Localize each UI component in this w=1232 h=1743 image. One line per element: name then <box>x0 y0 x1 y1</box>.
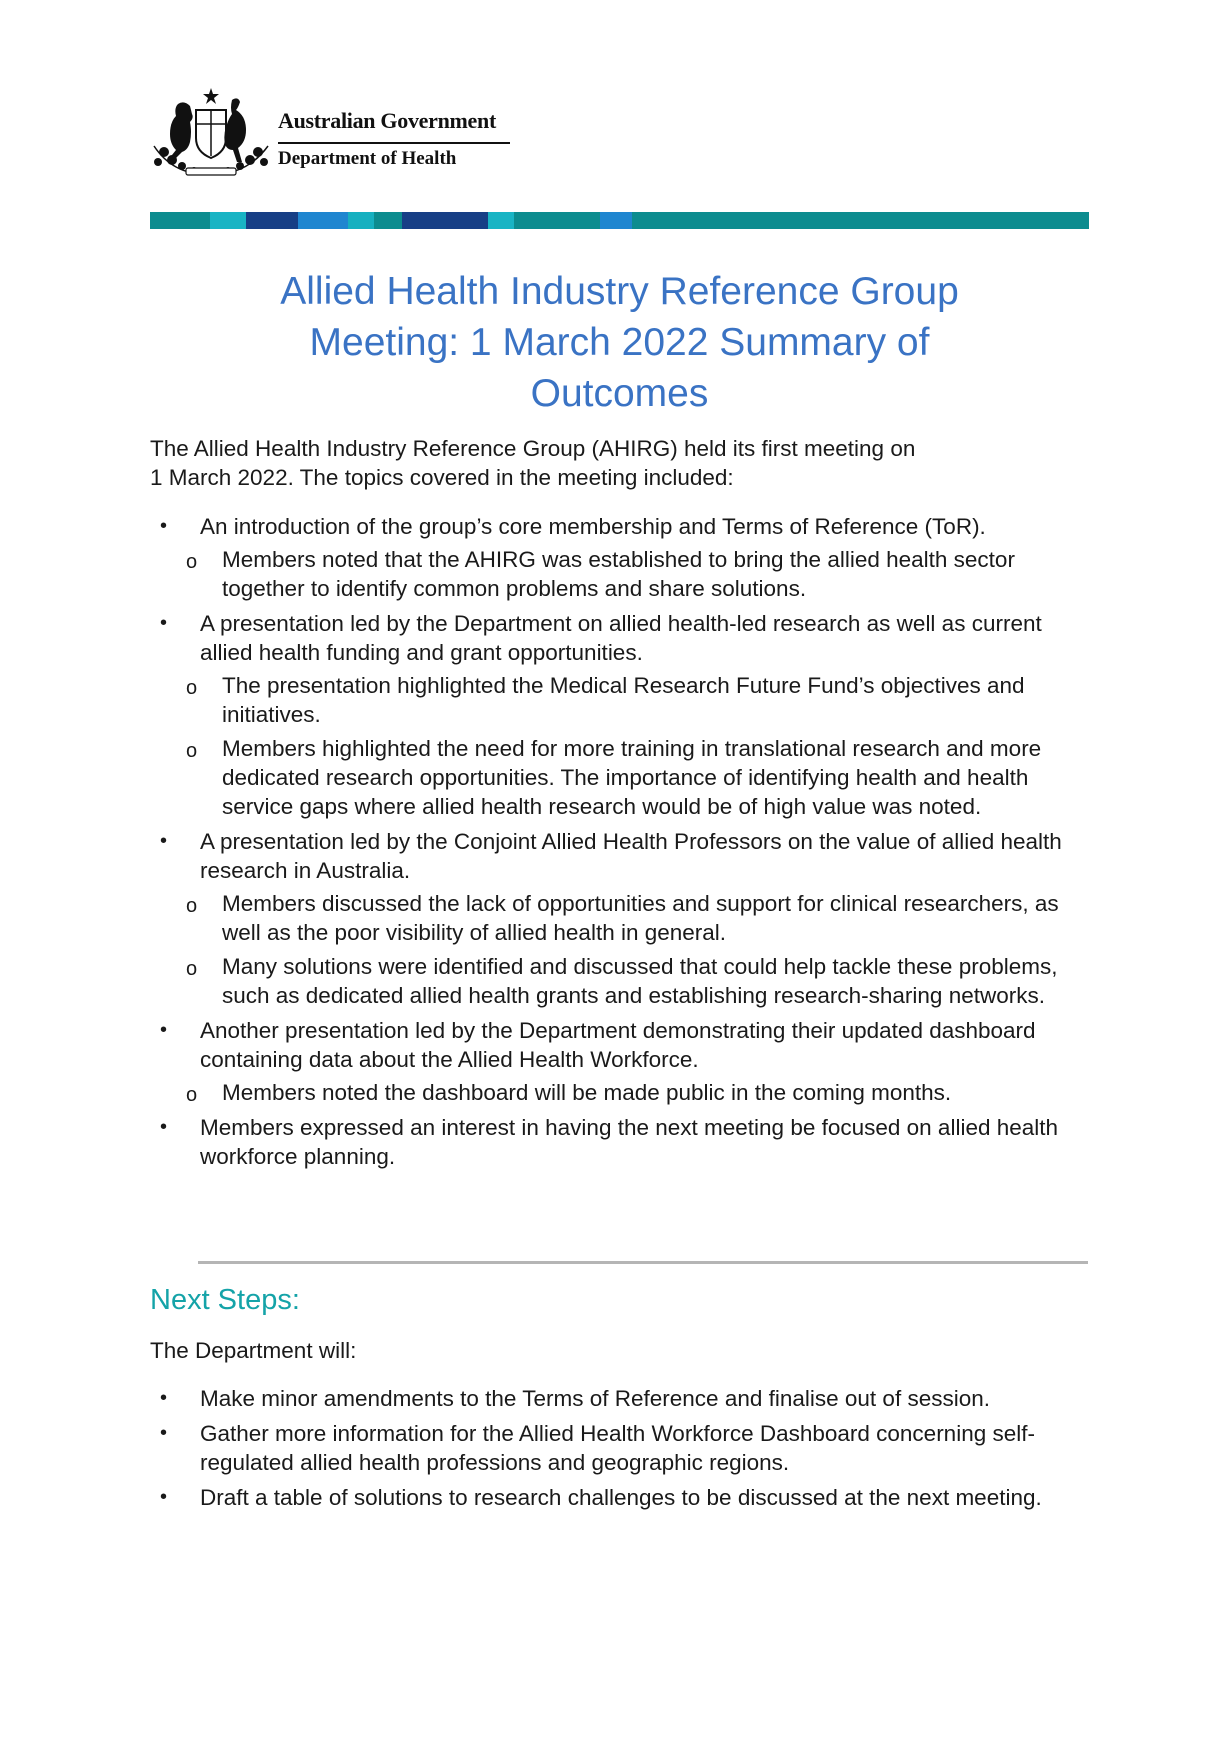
next-step-text: Draft a table of solutions to research challenges to be discussed at the next meeting. <box>200 1485 1042 1510</box>
list-item <box>150 1016 1090 1107</box>
bar-segment <box>374 212 402 229</box>
sub-list <box>186 889 1090 1010</box>
coat-of-arms-logo <box>150 86 272 178</box>
list-item <box>150 512 1090 603</box>
sub-list-item <box>150 671 1090 729</box>
topic-text: Another presentation led by the Department demonstrating their updated dashboard containing data about the Allied Health Workforce. <box>200 1018 1036 1072</box>
bar-segment <box>348 212 374 229</box>
bar-segment <box>402 212 488 229</box>
bullet-icon: • <box>160 1486 168 1508</box>
next-step-text: Make minor amendments to the Terms of Reference and finalise out of session. <box>200 1386 990 1411</box>
intro-line: 1 March 2022. The topics covered in the meeting included: <box>150 465 734 490</box>
decorative-color-bar <box>150 212 1089 229</box>
section-divider <box>198 1261 1088 1264</box>
sub-bullet-icon: o <box>186 740 198 762</box>
bullet-icon: • <box>160 1019 168 1041</box>
bullet-icon: • <box>160 1387 168 1409</box>
bar-segment <box>514 212 600 229</box>
sub-topic-text: Members highlighted the need for more training in translational research and more dedicated research opportunities. The importance of identifying health and health service gaps where allied health research would be of high value was noted. <box>222 736 1042 819</box>
list-item <box>150 1384 1090 1413</box>
title-line: Meeting: 1 March 2022 Summary of <box>309 321 930 364</box>
bar-segment <box>210 212 246 229</box>
title-line: Outcomes <box>530 372 709 415</box>
next-step-text: Gather more information for the Allied Health Workforce Dashboard concerning self-regulated allied health professions and geographic regions. <box>200 1421 1035 1475</box>
list-item <box>150 1419 1090 1477</box>
sub-bullet-icon: o <box>186 551 198 573</box>
topics-list <box>150 512 1090 1177</box>
sub-topic-text: Many solutions were identified and discussed that could help tackle these problems, such as dedicated allied health grants and establishing research-sharing networks. <box>222 954 1058 1008</box>
bar-segment <box>246 212 298 229</box>
sub-topic-text: The presentation highlighted the Medical Research Future Fund’s objectives and initiatives. <box>222 673 1025 727</box>
bullet-icon: • <box>160 1116 168 1138</box>
sub-topic-text: Members noted that the AHIRG was established to bring the allied health sector together to identify common problems and share solutions. <box>222 547 1015 601</box>
topic-text: Members expressed an interest in having the next meeting be focused on allied health workforce planning. <box>200 1115 1059 1169</box>
bullet-icon: • <box>160 612 168 634</box>
intro-paragraph <box>150 434 1050 492</box>
government-name: Australian Government <box>278 108 496 133</box>
page-title <box>150 266 1089 419</box>
department-name: Department of Health <box>278 148 457 169</box>
next-steps-lead: The Department will: <box>150 1338 357 1363</box>
topic-text: A presentation led by the Conjoint Allied Health Professors on the value of allied health research in Australia. <box>200 829 1062 883</box>
sub-list-item <box>150 545 1090 603</box>
sub-list-item <box>150 1078 1090 1107</box>
intro-line: The Allied Health Industry Reference Group (AHIRG) held its first meeting on <box>150 436 916 461</box>
list-item <box>150 827 1090 1010</box>
bar-segment <box>150 212 210 229</box>
bullet-icon: • <box>160 830 168 852</box>
sub-bullet-icon: o <box>186 958 198 980</box>
sub-topic-text: Members discussed the lack of opportunities and support for clinical researchers, as well as the poor visibility of allied health in general. <box>222 891 1059 945</box>
next-steps-list <box>150 1384 1090 1518</box>
header <box>150 86 520 178</box>
list-item <box>150 609 1090 821</box>
sub-list <box>186 545 1090 603</box>
bar-segment <box>600 212 632 229</box>
sub-list-item <box>150 734 1090 821</box>
bar-segment <box>632 212 1089 229</box>
sub-topic-text: Members noted the dashboard will be made public in the coming months. <box>222 1080 952 1105</box>
title-line: Allied Health Industry Reference Group <box>280 270 959 313</box>
topic-text: A presentation led by the Department on allied health-led research as well as current allied health funding and grant opportunities. <box>200 611 1042 665</box>
list-item <box>150 1113 1090 1171</box>
sub-list <box>186 1078 1090 1107</box>
bar-segment <box>298 212 348 229</box>
next-steps-heading: Next Steps: <box>150 1284 300 1316</box>
sub-list-item <box>150 952 1090 1010</box>
header-divider <box>278 142 510 144</box>
sub-list-item <box>150 889 1090 947</box>
list-item <box>150 1483 1090 1512</box>
bullet-icon: • <box>160 515 168 537</box>
sub-bullet-icon: o <box>186 895 198 917</box>
sub-bullet-icon: o <box>186 1084 198 1106</box>
bar-segment <box>488 212 514 229</box>
topic-text: An introduction of the group’s core membership and Terms of Reference (ToR). <box>200 514 986 539</box>
sub-list <box>186 671 1090 821</box>
sub-bullet-icon: o <box>186 677 198 699</box>
bullet-icon: • <box>160 1422 168 1444</box>
